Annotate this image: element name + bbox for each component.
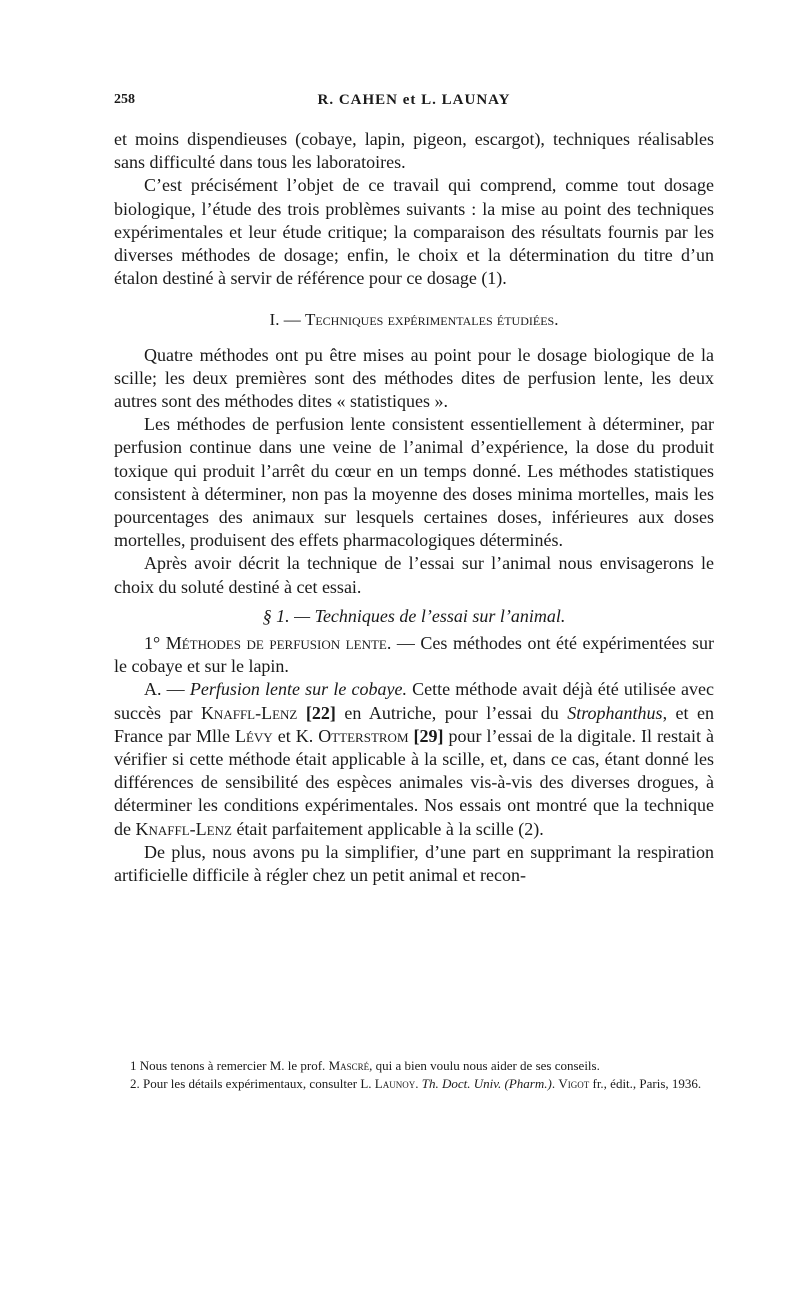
- paragraph-perfusion: Les méthodes de perfusion lente consistent essentiellement à déterminer, par perfusion continue dans une veine de l’animal d’expérience, la dose du produit toxique qui produit l’arrêt du cœur en un temps donné. Les méthodes statistiques consistent à déterminer, non pas la moyenne des doses minima mortelles, mais les pourcentages des animaux sur lesquels certaines doses, inférieures aux doses mortelles, produisent des effets pharmacologiques déterminés.: [114, 414, 714, 551]
- paragraph-methods: Quatre méthodes ont pu être mises au point pour le dosage biologique de la scille; les deux premières sont des méthodes dites de perfusion lente, les deux autres sont des méthodes dites « statistiques ».: [114, 344, 714, 412]
- footnote-ref-2: (2).: [513, 818, 544, 839]
- section-heading: I. — Techniques expérimentales étudiées.: [269, 310, 559, 330]
- paragraph-guinea-pig: A. — Perfusion lente sur le cobaye. Cette méthode avait déjà été utilisée avec succès par Knaffl-Lenz [22] en Autriche, pour l’essai du Strophanthus, et en France par Mlle Lévy et K. Otterstrom [29] pour l’essai de la digitale. Il restait à vérifier si cette méthode était applicable à la scille, et, dans ce cas, étant donné les différences de sensibilité des espèces animales vis-à-vis des diverses drogues, à déterminer les conditions expérimentales. Nos essais ont montré que la technique de Knaffl-Lenz était parfaitement applicable à la scille (2).: [114, 679, 715, 839]
- subsection-heading: § 1. — Techniques de l’essai sur l’animal.: [262, 605, 566, 626]
- citation-29: [29]: [408, 725, 444, 746]
- running-title: R. CAHEN et L. LAUNAY: [317, 92, 511, 108]
- page-header: [114, 92, 714, 114]
- paragraph-slow-perfusion: 1° Méthodes de perfusion lente. — Ces méthodes ont été expérimentées sur le cobaye et sur le lapin.: [114, 633, 714, 677]
- footnote-1: 1 Nous tenons à remercier M. le prof. Mascré, qui a bien voulu nous aider de ses conseils.: [130, 1058, 600, 1073]
- body-text: [114, 128, 714, 887]
- paragraph-simplification: De plus, nous avons pu la simplifier, d’une part en supprimant la respiration artificielle difficile à régler chez un petit animal et recon-: [114, 841, 714, 886]
- footnote-2: 2. Pour les détails expérimentaux, consulter L. Launoy. Th. Doct. Univ. (Pharm.). Vigot fr., édit., Paris, 1936.: [130, 1076, 702, 1091]
- paragraph-objectives: C’est précisément l’objet de ce travail qui comprend, comme tout dosage biologique, l’étude des trois problèmes suivants : la mise au point des techniques expérimentales et leur étude critique; la comparaison des résultats fournis par les diverses méthodes de dosage; enfin, le choix et la détermination du titre d’un étalon destiné à servir de référence pour ce dosage (1).: [114, 175, 714, 289]
- page-number: 258: [114, 92, 135, 107]
- citation-22: [22]: [297, 702, 336, 723]
- footnote-ref-1: (1).: [481, 268, 507, 289]
- paragraph-continuation: et moins dispendieuses (cobaye, lapin, pigeon, escargot), techniques réalisables sans difficulté dans tous les laboratoires.: [114, 129, 714, 173]
- footnotes: [114, 1057, 714, 1093]
- paragraph-plan: Après avoir décrit la technique de l’essai sur l’animal nous envisagerons le choix du soluté destiné à cet essai.: [114, 553, 714, 597]
